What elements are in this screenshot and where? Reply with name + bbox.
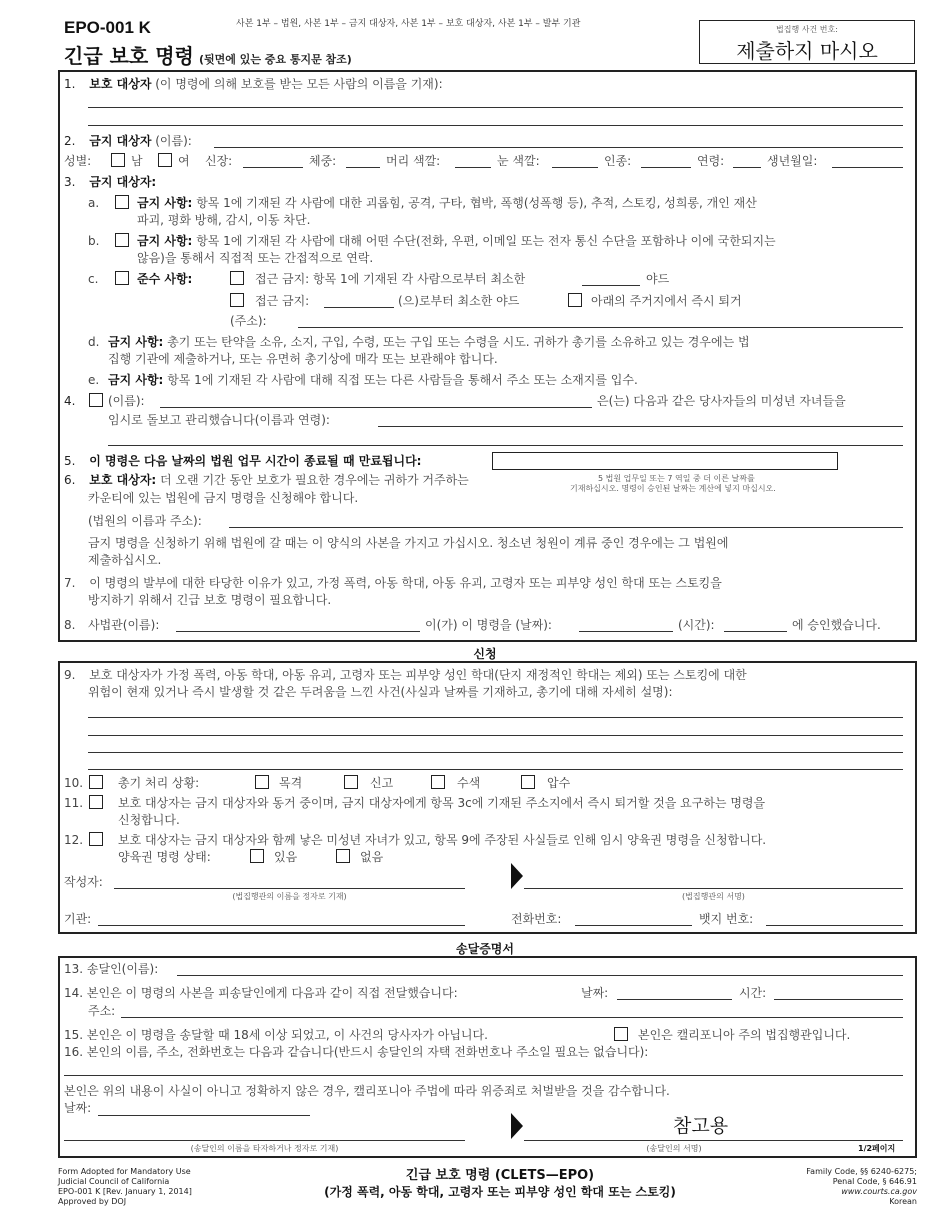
item-3e-line bbox=[108, 373, 638, 387]
item-10-checkbox[interactable] bbox=[89, 775, 103, 789]
reference-only-text: 참고용 bbox=[673, 1115, 729, 1137]
eyes-label: 눈 색깔: bbox=[497, 154, 540, 168]
page-number: 1/2페이지 bbox=[858, 1144, 896, 1153]
service-time-label: 시간: bbox=[739, 986, 767, 1000]
male-checkbox[interactable] bbox=[111, 153, 125, 167]
stay-away-other-text: (으)로부터 최소한 야드 bbox=[398, 294, 520, 308]
incident-line-1[interactable] bbox=[88, 717, 903, 718]
custody-yes-checkbox[interactable] bbox=[250, 849, 264, 863]
item-3-number: 3. bbox=[64, 175, 76, 189]
firearm-seized-label: 압수 bbox=[547, 776, 571, 790]
item-3e-bold: 금지 사항: bbox=[108, 373, 164, 387]
server-signature-arrow-icon bbox=[511, 1113, 523, 1139]
court-name-address-field[interactable] bbox=[229, 527, 903, 528]
do-not-file-text: 제출하지 마시오 bbox=[736, 39, 878, 63]
custody-no-label: 없음 bbox=[360, 850, 384, 864]
age-field[interactable] bbox=[733, 167, 761, 168]
item-3-label: 금지 대상자: bbox=[89, 175, 157, 189]
footer-left-1: Form Adopted for Mandatory Use bbox=[58, 1167, 191, 1176]
female-checkbox[interactable] bbox=[158, 153, 172, 167]
item-2-number: 2. bbox=[64, 134, 76, 148]
firearm-seized-checkbox[interactable] bbox=[521, 775, 535, 789]
male-label: 남 bbox=[131, 154, 143, 168]
phone-label: 전화번호: bbox=[511, 912, 562, 926]
signed-date-field[interactable] bbox=[98, 1115, 310, 1116]
eyes-field[interactable] bbox=[552, 167, 598, 168]
preparer-label: 작성자: bbox=[64, 875, 103, 889]
height-field[interactable] bbox=[243, 167, 303, 168]
badge-label: 뱃지 번호: bbox=[699, 912, 754, 926]
application-heading: 신청 bbox=[473, 647, 497, 661]
item-1-text: (이 명령에 의해 보호를 받는 모든 사람의 이름을 기재): bbox=[155, 77, 443, 91]
service-address-field[interactable] bbox=[121, 1017, 903, 1018]
incident-line-2[interactable] bbox=[88, 735, 903, 736]
item-9-text-1: 보호 대상자가 가정 폭력, 아동 학대, 아동 유괴, 고령자 또는 피부양 성인 학대(단지 재정적인 학대는 제외) 또는 스토킹에 대한 bbox=[89, 668, 747, 682]
item-1-number: 1. bbox=[64, 77, 76, 91]
move-out-checkbox[interactable] bbox=[568, 293, 582, 307]
move-out-text: 아래의 주거지에서 즉시 퇴거 bbox=[591, 294, 742, 308]
stay-away-other-label: 접근 금지: bbox=[255, 294, 310, 308]
item-3b-checkbox[interactable] bbox=[115, 233, 129, 247]
move-out-address-label: (주소): bbox=[230, 314, 267, 328]
footer-right-1: Family Code, §§ 6240-6275; bbox=[806, 1167, 917, 1176]
firearm-reported-label: 신고 bbox=[370, 776, 394, 790]
incident-line-4[interactable] bbox=[88, 769, 903, 770]
item-3d-text-1: 총기 또는 탄약을 소유, 소지, 구입, 수령, 또는 구입 또는 수령을 시도. 귀하가 총기를 소유하고 있는 경우에는 법 bbox=[167, 335, 750, 349]
footer-language: Korean bbox=[889, 1197, 917, 1206]
move-out-address-field[interactable] bbox=[298, 327, 903, 328]
sex-label: 성별: bbox=[64, 154, 92, 168]
service-heading: 송달증명서 bbox=[456, 942, 514, 956]
item-7-line-1 bbox=[64, 576, 722, 590]
footer-left-2: Judicial Council of California bbox=[58, 1177, 170, 1186]
item-6-number: 6. bbox=[64, 473, 76, 487]
item-10-label: 총기 처리 상황: bbox=[118, 776, 200, 790]
hair-field[interactable] bbox=[455, 167, 491, 168]
footer-center-1: 긴급 보호 명령 (CLETS—EPO) bbox=[405, 1168, 595, 1183]
footer-left-3: EPO-001 K [Rev. January 1, 2014] bbox=[58, 1187, 192, 1196]
children-field-1[interactable] bbox=[378, 426, 903, 427]
judicial-officer-label: 사법관(이름): bbox=[88, 618, 160, 632]
item-14-text: 14. 본인은 이 명령의 사본을 피송달인에게 다음과 같이 직접 전달했습니다: bbox=[64, 986, 458, 1000]
item-3 bbox=[64, 175, 156, 189]
agency-field[interactable] bbox=[98, 925, 465, 926]
hair-label: 머리 색깔: bbox=[386, 154, 441, 168]
item-5-number: 5. bbox=[64, 454, 76, 468]
service-date-label: 날짜: bbox=[581, 986, 609, 1000]
dob-field[interactable] bbox=[832, 167, 903, 168]
item-4-number: 4. bbox=[64, 394, 76, 408]
phone-field[interactable] bbox=[575, 925, 692, 926]
item-15-text: 15. 본인은 이 명령을 송달할 때 18세 이상 되었고, 이 사건의 당사자가 아닙니다. bbox=[64, 1028, 488, 1042]
item-4-text-3: 임시로 돌보고 관리했습니다(이름과 연령): bbox=[108, 413, 330, 427]
granted-time-label: (시간): bbox=[678, 618, 715, 632]
stay-away-yards-field[interactable] bbox=[582, 285, 640, 286]
item-13-label: 13. 송달인(이름): bbox=[64, 962, 159, 976]
form-id: EPO-001 K bbox=[64, 18, 151, 37]
item-1 bbox=[64, 77, 443, 91]
item-6-text-3: 금지 명령을 신청하기 위해 법원에 갈 때는 이 양식의 사본을 가지고 가십시오. 청소년 청원이 계류 중인 경우에는 그 법원에 bbox=[88, 536, 729, 550]
expiration-note-1: 5 법원 업무일 또는 7 역일 중 더 이른 날짜를 bbox=[598, 474, 755, 483]
item-10-number: 10. bbox=[64, 776, 84, 790]
height-label: 신장: bbox=[205, 154, 233, 168]
signature-arrow-icon bbox=[511, 863, 523, 889]
item-12-number: 12. bbox=[64, 833, 84, 847]
preparer-name-note: (법집행관의 이름을 정자로 기재) bbox=[232, 892, 347, 901]
restrained-person-name-field[interactable] bbox=[214, 147, 903, 148]
item-6-text-1: 더 오랜 기간 동안 보호가 필요한 경우에는 귀하가 거주하는 bbox=[160, 473, 469, 487]
female-label: 여 bbox=[178, 154, 190, 168]
service-address-label: 주소: bbox=[88, 1004, 116, 1018]
item-4-name-field[interactable] bbox=[160, 407, 592, 408]
custody-yes-label: 있음 bbox=[274, 850, 298, 864]
item-3d-line-1 bbox=[108, 335, 750, 349]
item-6-bold: 보호 대상자: bbox=[89, 473, 157, 487]
firearm-observed-label: 목격 bbox=[279, 776, 303, 790]
item-3b-line-1 bbox=[137, 234, 776, 248]
item-5 bbox=[64, 454, 421, 468]
protected-person-line-2[interactable] bbox=[88, 125, 903, 126]
officer-signature-note: (법집행관의 서명) bbox=[682, 892, 745, 901]
item-9-line-1 bbox=[64, 668, 747, 682]
item-6-line-1 bbox=[64, 473, 469, 487]
footer-left-4: Approved by DOJ bbox=[58, 1197, 127, 1206]
item-1-label: 보호 대상자 bbox=[89, 77, 152, 91]
granted-date-field[interactable] bbox=[579, 631, 673, 632]
firearm-searched-label: 수색 bbox=[457, 776, 481, 790]
expiration-note-2: 기재하십시오. 명령이 승인된 날짜는 계산에 넣지 마십시오. bbox=[570, 484, 776, 493]
case-number-label: 법집행 사건 번호: bbox=[776, 25, 838, 34]
footer-center-2: (가정 폭력, 아동 학대, 고령자 또는 피부양 성인 학대 또는 스토킹) bbox=[324, 1185, 676, 1199]
item-5-bold: 이 명령은 다음 날짜의 법원 업무 시간이 종료될 때 만료됩니다: bbox=[89, 454, 422, 468]
item-9-text-2: 위험이 현재 있거나 즉시 발생할 것 같은 두려움을 느낀 사건(사실과 날짜를 기재하고, 총기에 대해 자세히 설명): bbox=[88, 685, 673, 699]
item-3d-text-2: 집행 기관에 제출하거나, 또는 유면허 총기상에 매각 또는 보관해야 합니다. bbox=[108, 352, 498, 366]
perjury-statement: 본인은 위의 내용이 사실이 아니고 정확하지 않은 경우, 캘리포니아 주법에 따라 위증죄로 처벌받을 것을 감수합니다. bbox=[64, 1084, 670, 1098]
item-11-checkbox[interactable] bbox=[89, 795, 103, 809]
custody-status-label: 양육권 명령 상태: bbox=[118, 850, 211, 864]
form-title bbox=[64, 40, 352, 69]
children-field-2[interactable] bbox=[108, 445, 903, 446]
officer-signature-field[interactable] bbox=[524, 888, 903, 889]
item-3c-bold: 준수 사항: bbox=[137, 272, 193, 286]
server-contact-field[interactable] bbox=[64, 1075, 903, 1076]
server-typed-name-field[interactable] bbox=[64, 1140, 465, 1141]
item-4-checkbox[interactable] bbox=[89, 393, 103, 407]
item-3a-text-2: 파괴, 평화 방해, 감시, 이동 차단. bbox=[137, 213, 311, 227]
item-6-text-4: 제출하십시오. bbox=[88, 553, 162, 567]
item-3a-checkbox[interactable] bbox=[115, 195, 129, 209]
law-officer-label: 본인은 캘리포니아 주의 법집행관입니다. bbox=[638, 1028, 851, 1042]
expiration-date-box[interactable] bbox=[492, 452, 838, 470]
item-11-text-2: 신청합니다. bbox=[118, 813, 180, 827]
title-text: 긴급 보호 명령 bbox=[64, 44, 194, 68]
item-11-text-1: 보호 대상자는 금지 대상자와 동거 중이며, 금지 대상자에게 항목 3c에 기재된 주소지에서 즉시 퇴거할 것을 요구하는 명령을 bbox=[118, 796, 766, 810]
service-time-field[interactable] bbox=[774, 999, 903, 1000]
item-3a-bold: 금지 사항: bbox=[137, 196, 193, 210]
case-number-box[interactable] bbox=[699, 20, 915, 64]
item-2-text: (이름): bbox=[155, 134, 192, 148]
item-4-text-2: 은(는) 다음과 같은 당사자들의 미성년 자녀들을 bbox=[597, 394, 846, 408]
item-6-court-label: (법원의 이름과 주소): bbox=[88, 514, 202, 528]
item-4-name-label: (이름): bbox=[108, 394, 145, 408]
title-note: (뒷면에 있는 중요 통지문 참조) bbox=[198, 53, 352, 66]
granted-date-label: 이(가) 이 명령을 (날짜): bbox=[425, 618, 552, 632]
item-2-label: 금지 대상자 bbox=[89, 134, 152, 148]
incident-line-3[interactable] bbox=[88, 752, 903, 753]
age-label: 연령: bbox=[697, 154, 725, 168]
firearm-observed-checkbox[interactable] bbox=[255, 775, 269, 789]
item-6-text-2: 카운티에 있는 법원에 금지 명령을 신청해야 합니다. bbox=[88, 491, 359, 505]
judicial-officer-field[interactable] bbox=[176, 631, 420, 632]
item-3b-text-1: 항목 1에 기재된 각 사람에 대해 어떤 수단(전화, 우편, 이메일 또는 전자 통신 수단을 포함하나 이에 국한되지는 bbox=[196, 234, 776, 248]
item-11-number: 11. bbox=[64, 796, 84, 810]
item-12-checkbox[interactable] bbox=[89, 832, 103, 846]
item-3b-bold: 금지 사항: bbox=[137, 234, 193, 248]
item-7-number: 7. bbox=[64, 576, 76, 590]
item-3e-text: 항목 1에 기재된 각 사람에 대해 직접 또는 다른 사람들을 통해서 주소 또는 소재지를 입수. bbox=[167, 373, 638, 387]
stay-away-persons-checkbox[interactable] bbox=[230, 271, 244, 285]
race-field[interactable] bbox=[641, 167, 691, 168]
custody-no-checkbox[interactable] bbox=[336, 849, 350, 863]
item-2 bbox=[64, 134, 192, 148]
footer-right-2: Penal Code, § 646.91 bbox=[832, 1177, 917, 1186]
item-7-text-2: 방지하기 위해서 긴급 보호 명령이 필요합니다. bbox=[88, 593, 332, 607]
service-date-field[interactable] bbox=[617, 999, 732, 1000]
item-3a-letter: a. bbox=[88, 196, 100, 210]
copies-distribution: 사본 1부 – 법원, 사본 1부 – 금지 대상자, 사본 1부 – 보호 대상자, 사본 1부 – 발부 기관 bbox=[236, 19, 581, 29]
dob-label: 생년월일: bbox=[767, 154, 818, 168]
item-3d-bold: 금지 사항: bbox=[108, 335, 164, 349]
firearm-searched-checkbox[interactable] bbox=[431, 775, 445, 789]
item-12-text-1: 보호 대상자는 금지 대상자와 함께 낳은 미성년 자녀가 있고, 항목 9에 주장된 사실들로 인해 임시 양육권 명령을 신청합니다. bbox=[118, 833, 767, 847]
granted-suffix: 에 승인했습니다. bbox=[792, 618, 881, 632]
item-3b-text-2: 않음)을 통해서 직접적 또는 간접적으로 연락. bbox=[137, 251, 374, 265]
race-label: 인종: bbox=[604, 154, 632, 168]
item-3e-letter: e. bbox=[88, 373, 100, 387]
stay-away-other-checkbox[interactable] bbox=[230, 293, 244, 307]
item-3c-checkbox[interactable] bbox=[115, 271, 129, 285]
stay-away-yards-label: 야드 bbox=[646, 272, 670, 286]
signed-date-label: 날짜: bbox=[64, 1101, 92, 1115]
stay-away-persons-text: 접근 금지: 항목 1에 기재된 각 사람으로부터 최소한 bbox=[255, 272, 526, 286]
preparer-name-field[interactable] bbox=[114, 888, 465, 889]
item-9-number: 9. bbox=[64, 668, 76, 682]
server-signature-note: (송달인의 서명) bbox=[646, 1144, 702, 1153]
weight-field[interactable] bbox=[346, 167, 380, 168]
agency-label: 기관: bbox=[64, 912, 92, 926]
item-8-number: 8. bbox=[64, 618, 76, 632]
item-3d-letter: d. bbox=[88, 335, 100, 349]
item-3b-letter: b. bbox=[88, 234, 100, 248]
granted-time-field[interactable] bbox=[724, 631, 787, 632]
firearm-reported-checkbox[interactable] bbox=[344, 775, 358, 789]
protected-person-line-1[interactable] bbox=[88, 107, 903, 108]
item-7-text-1: 이 명령의 발부에 대한 타당한 이유가 있고, 가정 폭력, 아동 학대, 아동 유괴, 고령자 또는 피부양 성인 학대 또는 스토킹을 bbox=[89, 576, 722, 590]
stay-away-other-field[interactable] bbox=[324, 307, 394, 308]
weight-label: 체중: bbox=[309, 154, 337, 168]
item-3a-line-1 bbox=[137, 196, 757, 210]
server-name-field[interactable] bbox=[177, 975, 903, 976]
item-3c-letter: c. bbox=[88, 272, 99, 286]
law-officer-checkbox[interactable] bbox=[614, 1027, 628, 1041]
item-16-text: 16. 본인의 이름, 주소, 전화번호는 다음과 같습니다(반드시 송달인의 자택 전화번호나 주소일 필요는 없습니다): bbox=[64, 1045, 649, 1059]
courts-website-link[interactable]: www.courts.ca.gov bbox=[841, 1187, 917, 1196]
server-name-note: (송달인의 이름을 타자하거나 정자로 기재) bbox=[190, 1144, 339, 1153]
server-signature-field[interactable] bbox=[524, 1140, 903, 1141]
badge-field[interactable] bbox=[766, 925, 903, 926]
item-3a-text-1: 항목 1에 기재된 각 사람에 대한 괴롭힘, 공격, 구타, 협박, 폭행(성폭행 등), 추적, 스토킹, 성희롱, 개인 재산 bbox=[196, 196, 757, 210]
